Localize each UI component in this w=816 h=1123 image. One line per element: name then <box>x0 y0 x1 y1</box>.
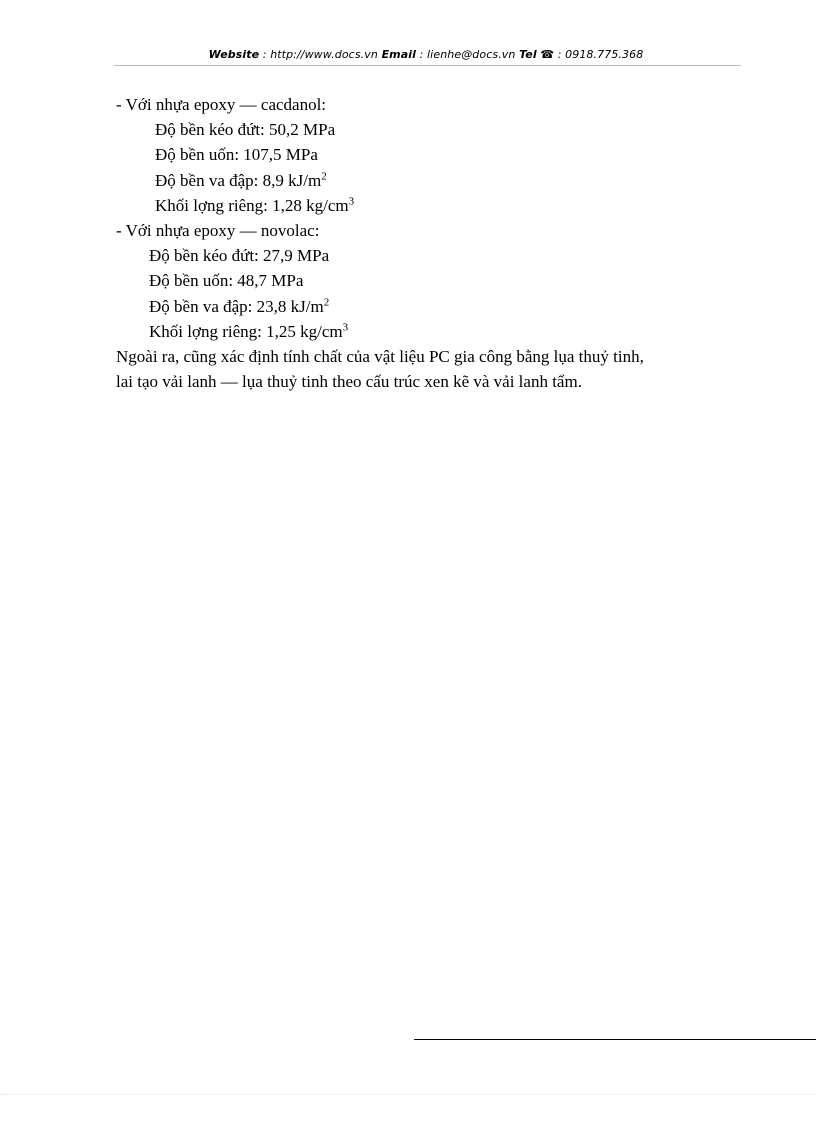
section-heading-novolac: - Với nhựa epoxy — novolac: <box>116 220 320 240</box>
document-body <box>116 92 756 394</box>
tel-number: 0918.775.368 <box>565 48 644 61</box>
property-flexural-strength: Độ bền uốn: 107,5 MPa <box>155 145 318 165</box>
header-divider <box>114 65 741 66</box>
section-heading-cacdanol: - Với nhựa epoxy — cacdanol: <box>116 95 327 114</box>
website-url[interactable]: http://www.docs.vn <box>270 48 378 61</box>
unit-exponent: 2 <box>321 169 327 182</box>
page-header <box>0 48 816 61</box>
property-tensile-strength: Độ bền kéo đứt: 50,2 MPa <box>155 120 336 140</box>
property-impact-strength: Độ bền va đập: 8,9 $kJ/m^2$ <box>155 169 327 190</box>
tel-separator: : <box>554 48 566 61</box>
email-separator: : <box>416 48 428 61</box>
unit-exponent: 3 <box>342 321 349 334</box>
unit-exponent: 2 <box>323 295 330 308</box>
property-density: Khối lợng riêng: 1,28 $kg/cm^3$ <box>155 195 355 215</box>
website-separator: : <box>259 48 271 61</box>
paragraph-line-1: Ngoài ra, cũng xác định tính chất của vật liệu PC gia công bằng lụa thuỷ tinh, <box>116 346 644 366</box>
tel-label: Tel <box>519 48 537 61</box>
page-bottom-border <box>0 1094 816 1095</box>
unit-exponent: 3 <box>348 195 355 208</box>
email-address[interactable]: lienhe@docs.vn <box>427 48 516 61</box>
property-flexural-strength: Độ bền uốn: 48,7 MPa <box>149 271 304 291</box>
email-label: Email <box>381 48 417 61</box>
website-label: Website <box>208 48 260 61</box>
footnote-divider <box>414 1039 816 1040</box>
paragraph-line-2: lai tạo vải lanh — lụa thuỷ tinh theo cấu trúc xen kẽ và vải lanh tẩm. <box>116 372 582 392</box>
property-tensile-strength: Độ bền kéo đứt: 27,9 MPa <box>149 246 330 266</box>
property-density: Khối lợng riêng: 1,25 $kg/cm^3$ <box>149 321 349 341</box>
property-impact-strength: Độ bền va đập: 23,8 $kJ/m^2$ <box>149 295 330 316</box>
phone-icon: ☎ <box>540 48 555 61</box>
